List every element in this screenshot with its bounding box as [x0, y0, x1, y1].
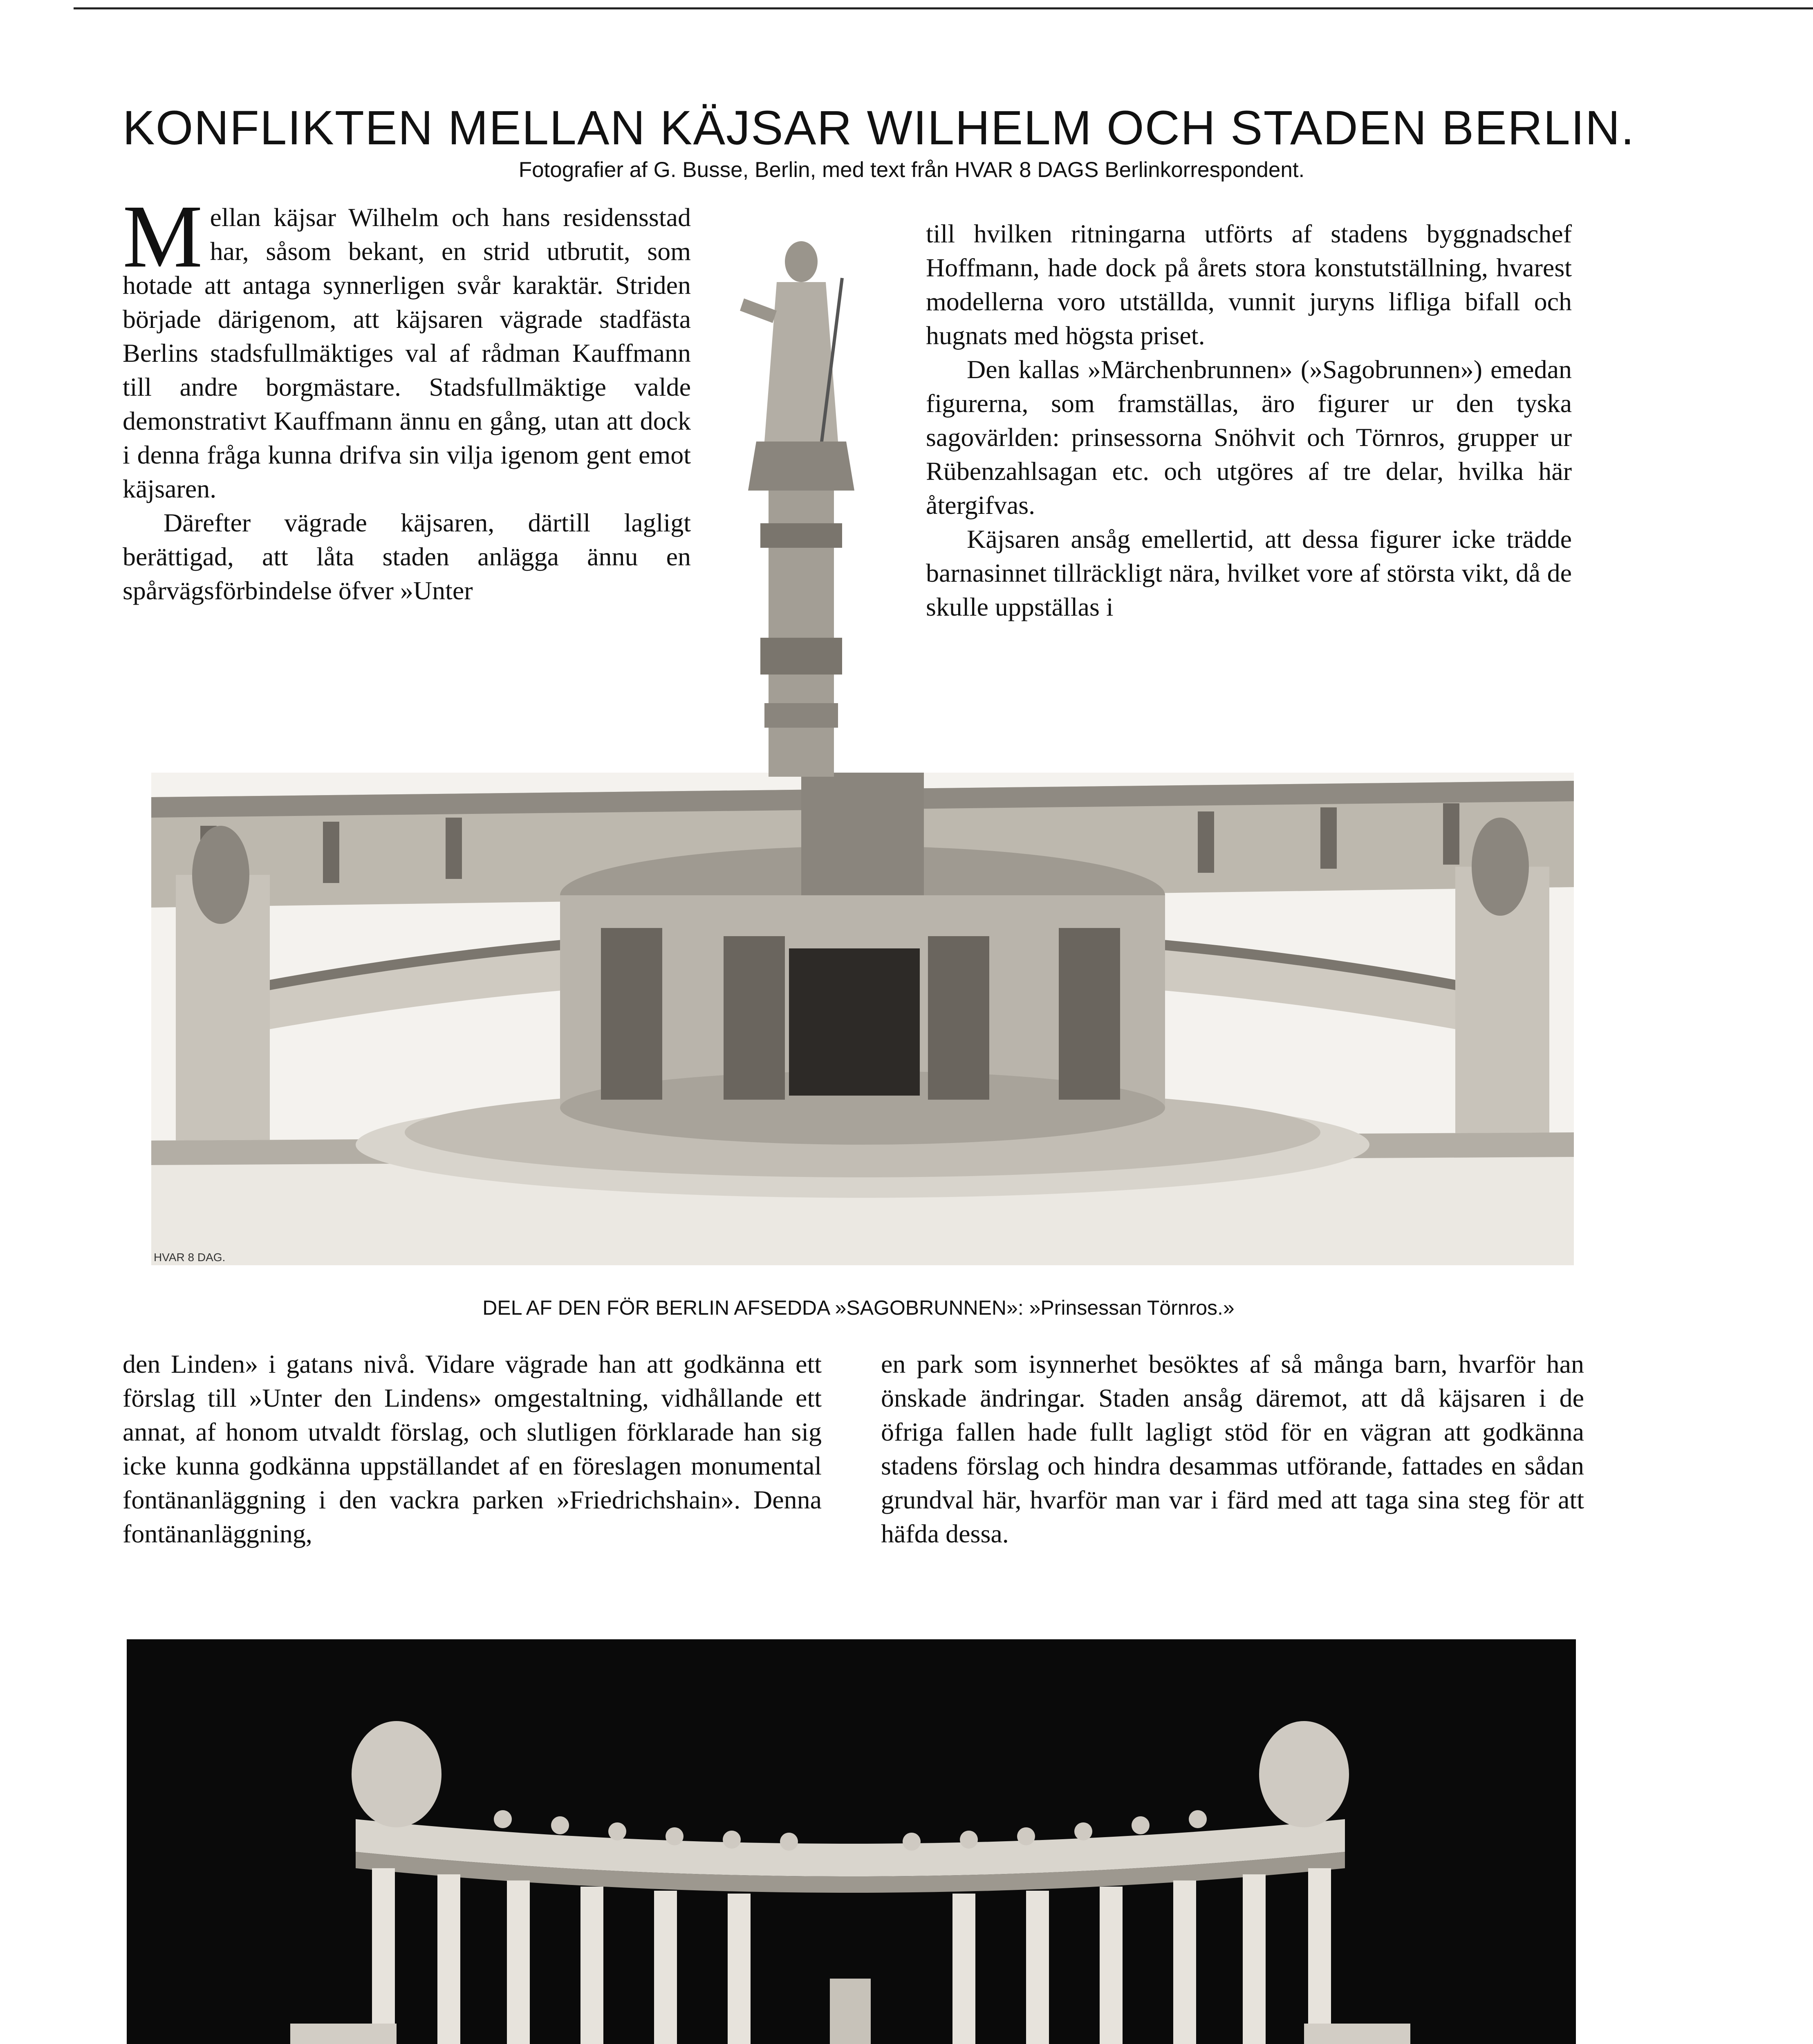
article-paragraph: Den kallas »Märchenbrunnen» (»Sagobrunnen») emedan figurerna, som framställas, äro figurer ur den tyska sagovärlden: prinsessorna Snöhvit och Törnros, grupper ur Rübenzahlsagan etc. och utgöres af tre delar, hvilka här återgifvas.: [926, 355, 1572, 520]
paragraph-text: ellan käjsar Wilhelm och hans residensstad har, såsom bekant, en strid utbrutit, som hotade att antaga synnerligen svår karaktär. Striden började därigenom, att käjsaren vägrade stadfästa Berlins stadsfullmäktiges val af rådman Kauffmann till andre borgmästare. Stadsfullmäktige valde demonstrativt Kauffmann ännu en gång, utan att dock i denna fråga kunna drifva sin vilja igenom gent emot käjsaren.: [123, 203, 691, 503]
figure-caption: DEL AF DEN FÖR BERLIN AFSEDDA »SAGOBRUNNEN»: »Prinsessan Törnros.»: [482, 1296, 1235, 1319]
article-column-top-left: [123, 186, 691, 607]
article-paragraph: Käjsaren ansåg emellertid, att dessa figurer icke trädde barnasinnet tillräckligt nära, hvilket vore af största vikt, då de skulle uppställas i: [926, 524, 1572, 621]
article-paragraph: [123, 186, 691, 506]
drop-cap: M: [123, 186, 203, 286]
article-paragraph: till hvilken ritningarna utförts af stadens byggnadschef Hoffmann, hade dock på årets stora konstutställning, hvarest modellerna voro utställda, vunnit juryns lifliga bifall och hugnats med högsta priset.: [926, 219, 1572, 350]
article-paragraph: en park som isynnerhet besöktes af så många barn, hvarför han önskade ändringar. Staden ansåg däremot, att då käjsaren i de öfriga fallen hade fullt lagligt stöd för en vägran att godkänna stadens förslag och hindra desammas utförande, fattades en sådan grundval här, hvarför man var i färd med att taga sina steg för att häfda dessa.: [881, 1349, 1584, 1548]
watermark-text: HVAR 8 DAG.: [154, 1251, 226, 1264]
article-column-mid-right: [881, 1347, 1584, 1551]
page-subtitle: Fotografier af G. Busse, Berlin, med text från HVAR 8 DAGS Berlinkorrespondent.: [518, 158, 1305, 182]
top-rule: [74, 7, 1813, 9]
fountain-column-statue: [732, 229, 871, 777]
fountain-photo-colonnade: [127, 1639, 1576, 2044]
fountain-photo-tornros: [151, 773, 1574, 1265]
page-title: KONFLIKTEN MELLAN KÄJSAR WILHELM OCH STADEN BERLIN.: [123, 101, 1635, 155]
article-column-mid-left: [123, 1347, 822, 1551]
article-paragraph: den Linden» i gatans nivå. Vidare vägrade han att godkänna ett förslag till »Unter den Lindens» omgestaltning, vidhållande ett annat, af honom utvaldt förslag, och slutligen förklarade han sig icke kunna godkänna uppställandet af en föreslagen monumental fontänanläggning i den vackra parken »Friedrichshain». Denna fontänanläggning,: [123, 1349, 822, 1548]
article-column-top-right: [926, 217, 1572, 624]
article-paragraph: Därefter vägrade käjsaren, därtill lagligt berättigad, att låta staden anlägga ännu en spårvägsförbindelse öfver »Unter: [123, 508, 691, 605]
